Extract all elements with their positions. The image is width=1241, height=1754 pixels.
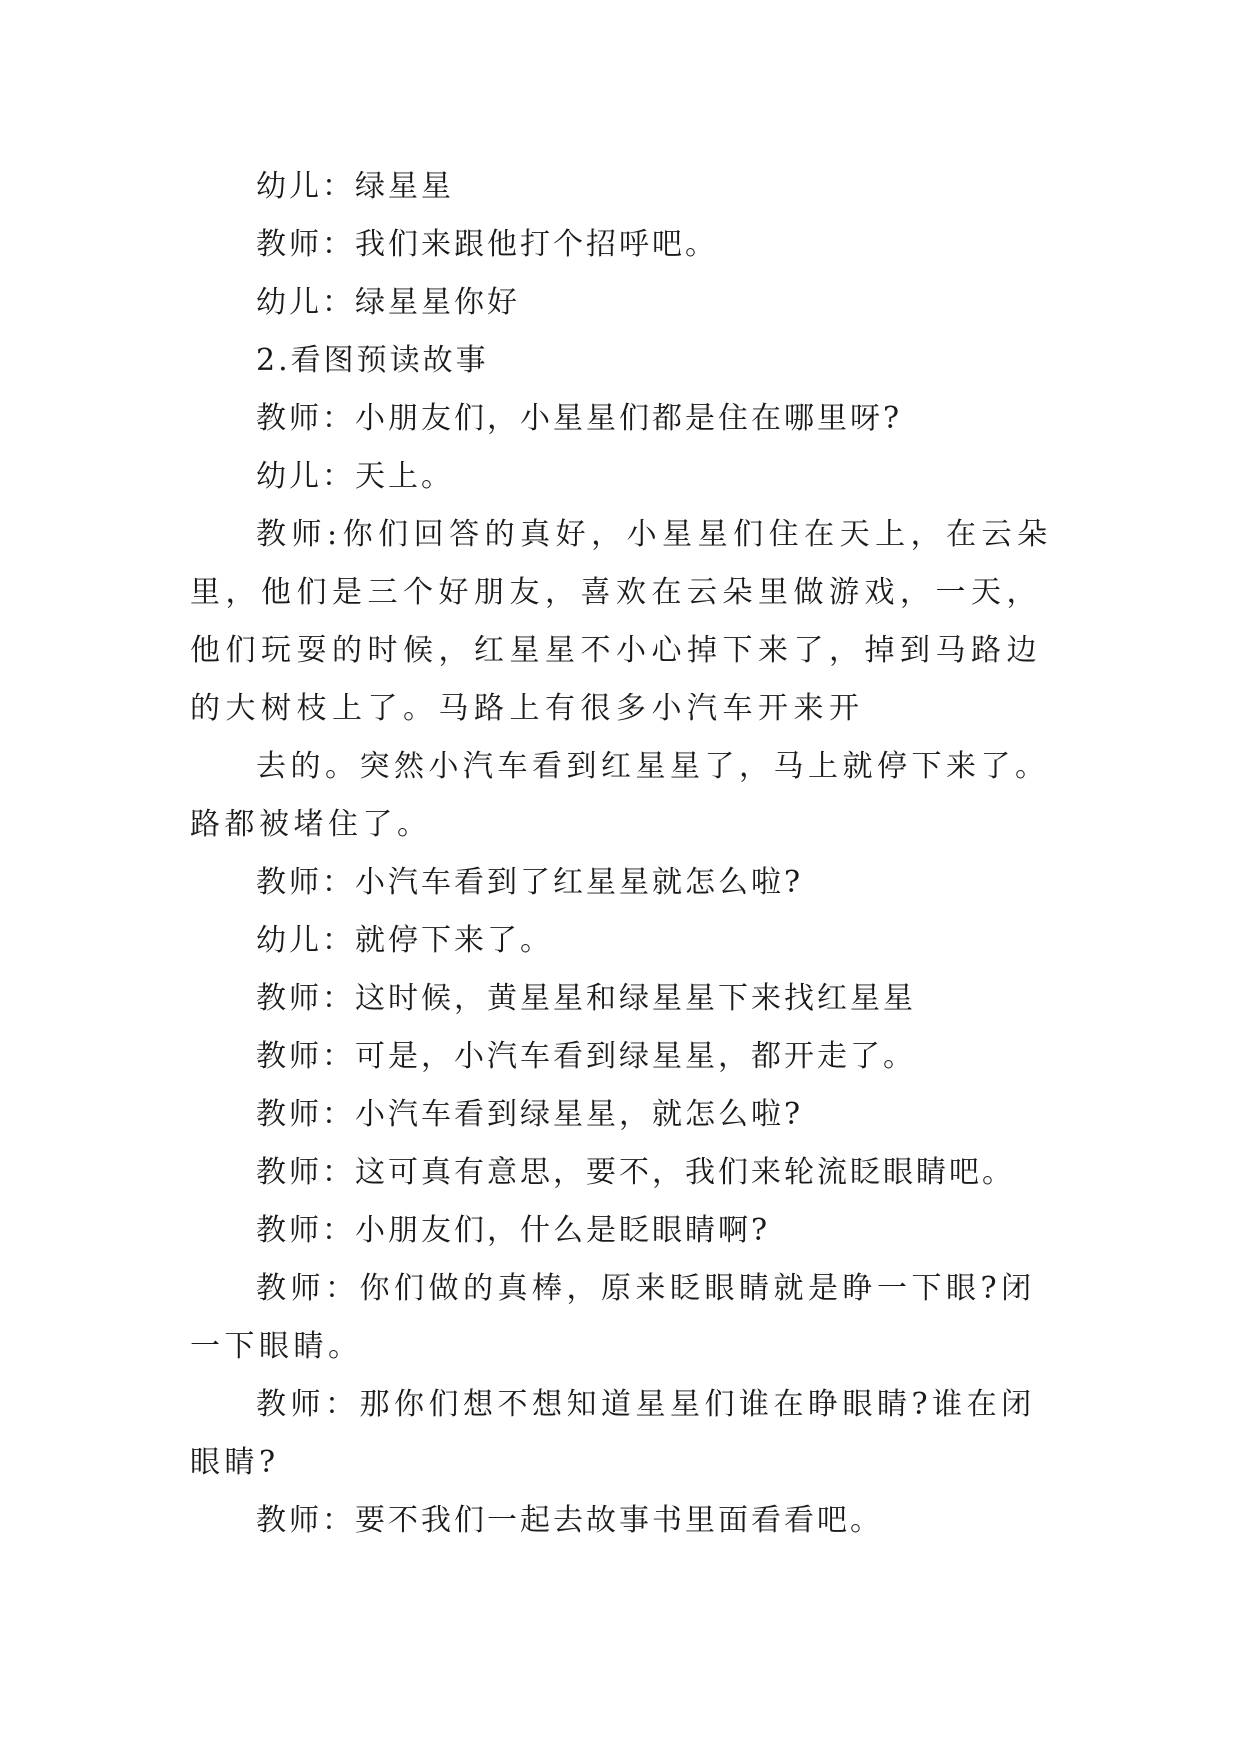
paragraph: 教师：可是，小汽车看到绿星星，都开走了。 <box>256 1039 916 1074</box>
section-heading: 2.看图预读故事 <box>256 343 489 378</box>
paragraph: 教师：这时候，黄星星和绿星星下来找红星星 <box>256 981 916 1016</box>
paragraph: 教师：小汽车看到绿星星，就怎么啦? <box>256 1097 804 1132</box>
paragraph: 教师：这可真有意思，要不，我们来轮流眨眼睛吧。 <box>256 1155 1015 1190</box>
paragraph: 幼儿：绿星星 <box>256 169 454 204</box>
paragraph: 去的。突然小汽车看到红星星了，马上就停下来了。路都被堵住了。 <box>190 749 1050 842</box>
paragraph: 幼儿：绿星星你好 <box>256 285 520 320</box>
paragraph: 教师：小汽车看到了红星星就怎么啦? <box>256 865 804 900</box>
paragraph: 幼儿：就停下来了。 <box>256 923 553 958</box>
paragraph: 幼儿：天上。 <box>256 459 454 494</box>
paragraph: 教师:你们回答的真好，小星星们住在天上，在云朵里，他们是三个好朋友，喜欢在云朵里做游戏，一天，他们玩耍的时候，红星星不小心掉下来了，掉到马路边的大树枝上了。马路上有很多小汽车开来开 <box>190 517 1053 726</box>
paragraph: 教师：你们做的真棒，原来眨眼睛就是睁一下眼?闭一下眼睛。 <box>190 1271 1036 1364</box>
paragraph: 教师：那你们想不想知道星星们谁在睁眼睛?谁在闭眼睛? <box>190 1387 1036 1480</box>
document-body <box>190 158 1062 1550</box>
paragraph: 教师：小朋友们，小星星们都是住在哪里呀? <box>256 401 903 436</box>
paragraph: 教师：要不我们一起去故事书里面看看吧。 <box>256 1503 883 1538</box>
paragraph: 教师：我们来跟他打个招呼吧。 <box>256 227 718 262</box>
paragraph: 教师：小朋友们，什么是眨眼睛啊? <box>256 1213 771 1248</box>
